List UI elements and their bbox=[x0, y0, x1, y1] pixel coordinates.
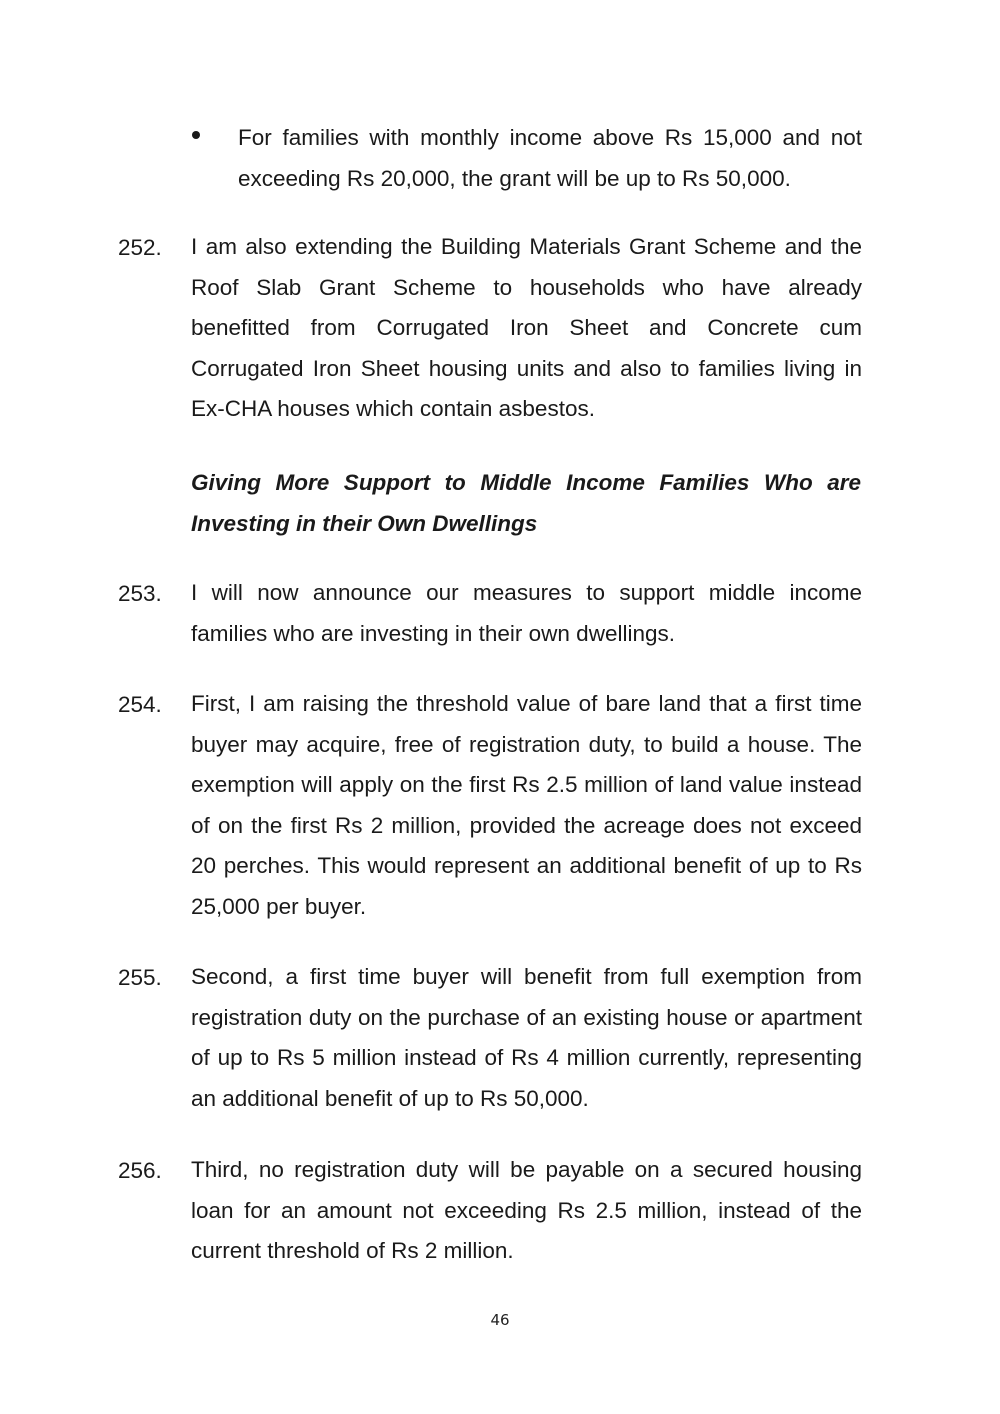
paragraph-text: First, I am raising the threshold value of bare land that a first time buyer may acquire, free of registration duty, to build a house. The exemption will apply on the first Rs 2.5 million of land value instead of on the first Rs 2 million, provided the acreage does not exceed 20 perches. This would represent an additional benefit of up to Rs 25,000 per buyer. bbox=[191, 691, 862, 919]
bullet-text: For families with monthly income above Rs 15,000 and not exceeding Rs 20,000, the grant will be up to Rs 50,000. bbox=[238, 125, 862, 191]
paragraph-text: I am also extending the Building Materials Grant Scheme and the Roof Slab Grant Scheme to households who have already benefitted from Corrugated Iron Sheet and Concrete cum Corrugated Iron Sheet housing units and also to families living in Ex-CHA houses which contain asbestos. bbox=[191, 234, 862, 422]
bullet-icon bbox=[192, 131, 200, 139]
paragraph-253 bbox=[118, 573, 862, 654]
section-heading: Giving More Support to Middle Income Families Who are Investing in their Own Dwellings bbox=[191, 470, 861, 536]
paragraph-252 bbox=[118, 227, 862, 430]
paragraph-text: Third, no registration duty will be payable on a secured housing loan for an amount not exceeding Rs 2.5 million, instead of the current threshold of Rs 2 million. bbox=[191, 1157, 862, 1264]
paragraph-number: 254. bbox=[118, 692, 162, 717]
paragraph-text: Second, a first time buyer will benefit from full exemption from registration duty on the purchase of an existing house or apartment of up to Rs 5 million instead of Rs 4 million currently, representing an additional benefit of up to Rs 50,000. bbox=[191, 964, 862, 1111]
paragraph-number: 252. bbox=[118, 235, 162, 260]
paragraph-255 bbox=[118, 957, 862, 1119]
paragraph-254 bbox=[118, 684, 862, 928]
page-number: 46 bbox=[490, 1311, 510, 1329]
bullet-list-item bbox=[192, 117, 862, 199]
paragraph-number: 253. bbox=[118, 581, 162, 606]
paragraph-256 bbox=[118, 1150, 862, 1272]
paragraph-text: I will now announce our measures to support middle income families who are investing in their own dwellings. bbox=[191, 580, 862, 646]
paragraph-number: 255. bbox=[118, 965, 162, 990]
paragraph-number: 256. bbox=[118, 1158, 162, 1183]
